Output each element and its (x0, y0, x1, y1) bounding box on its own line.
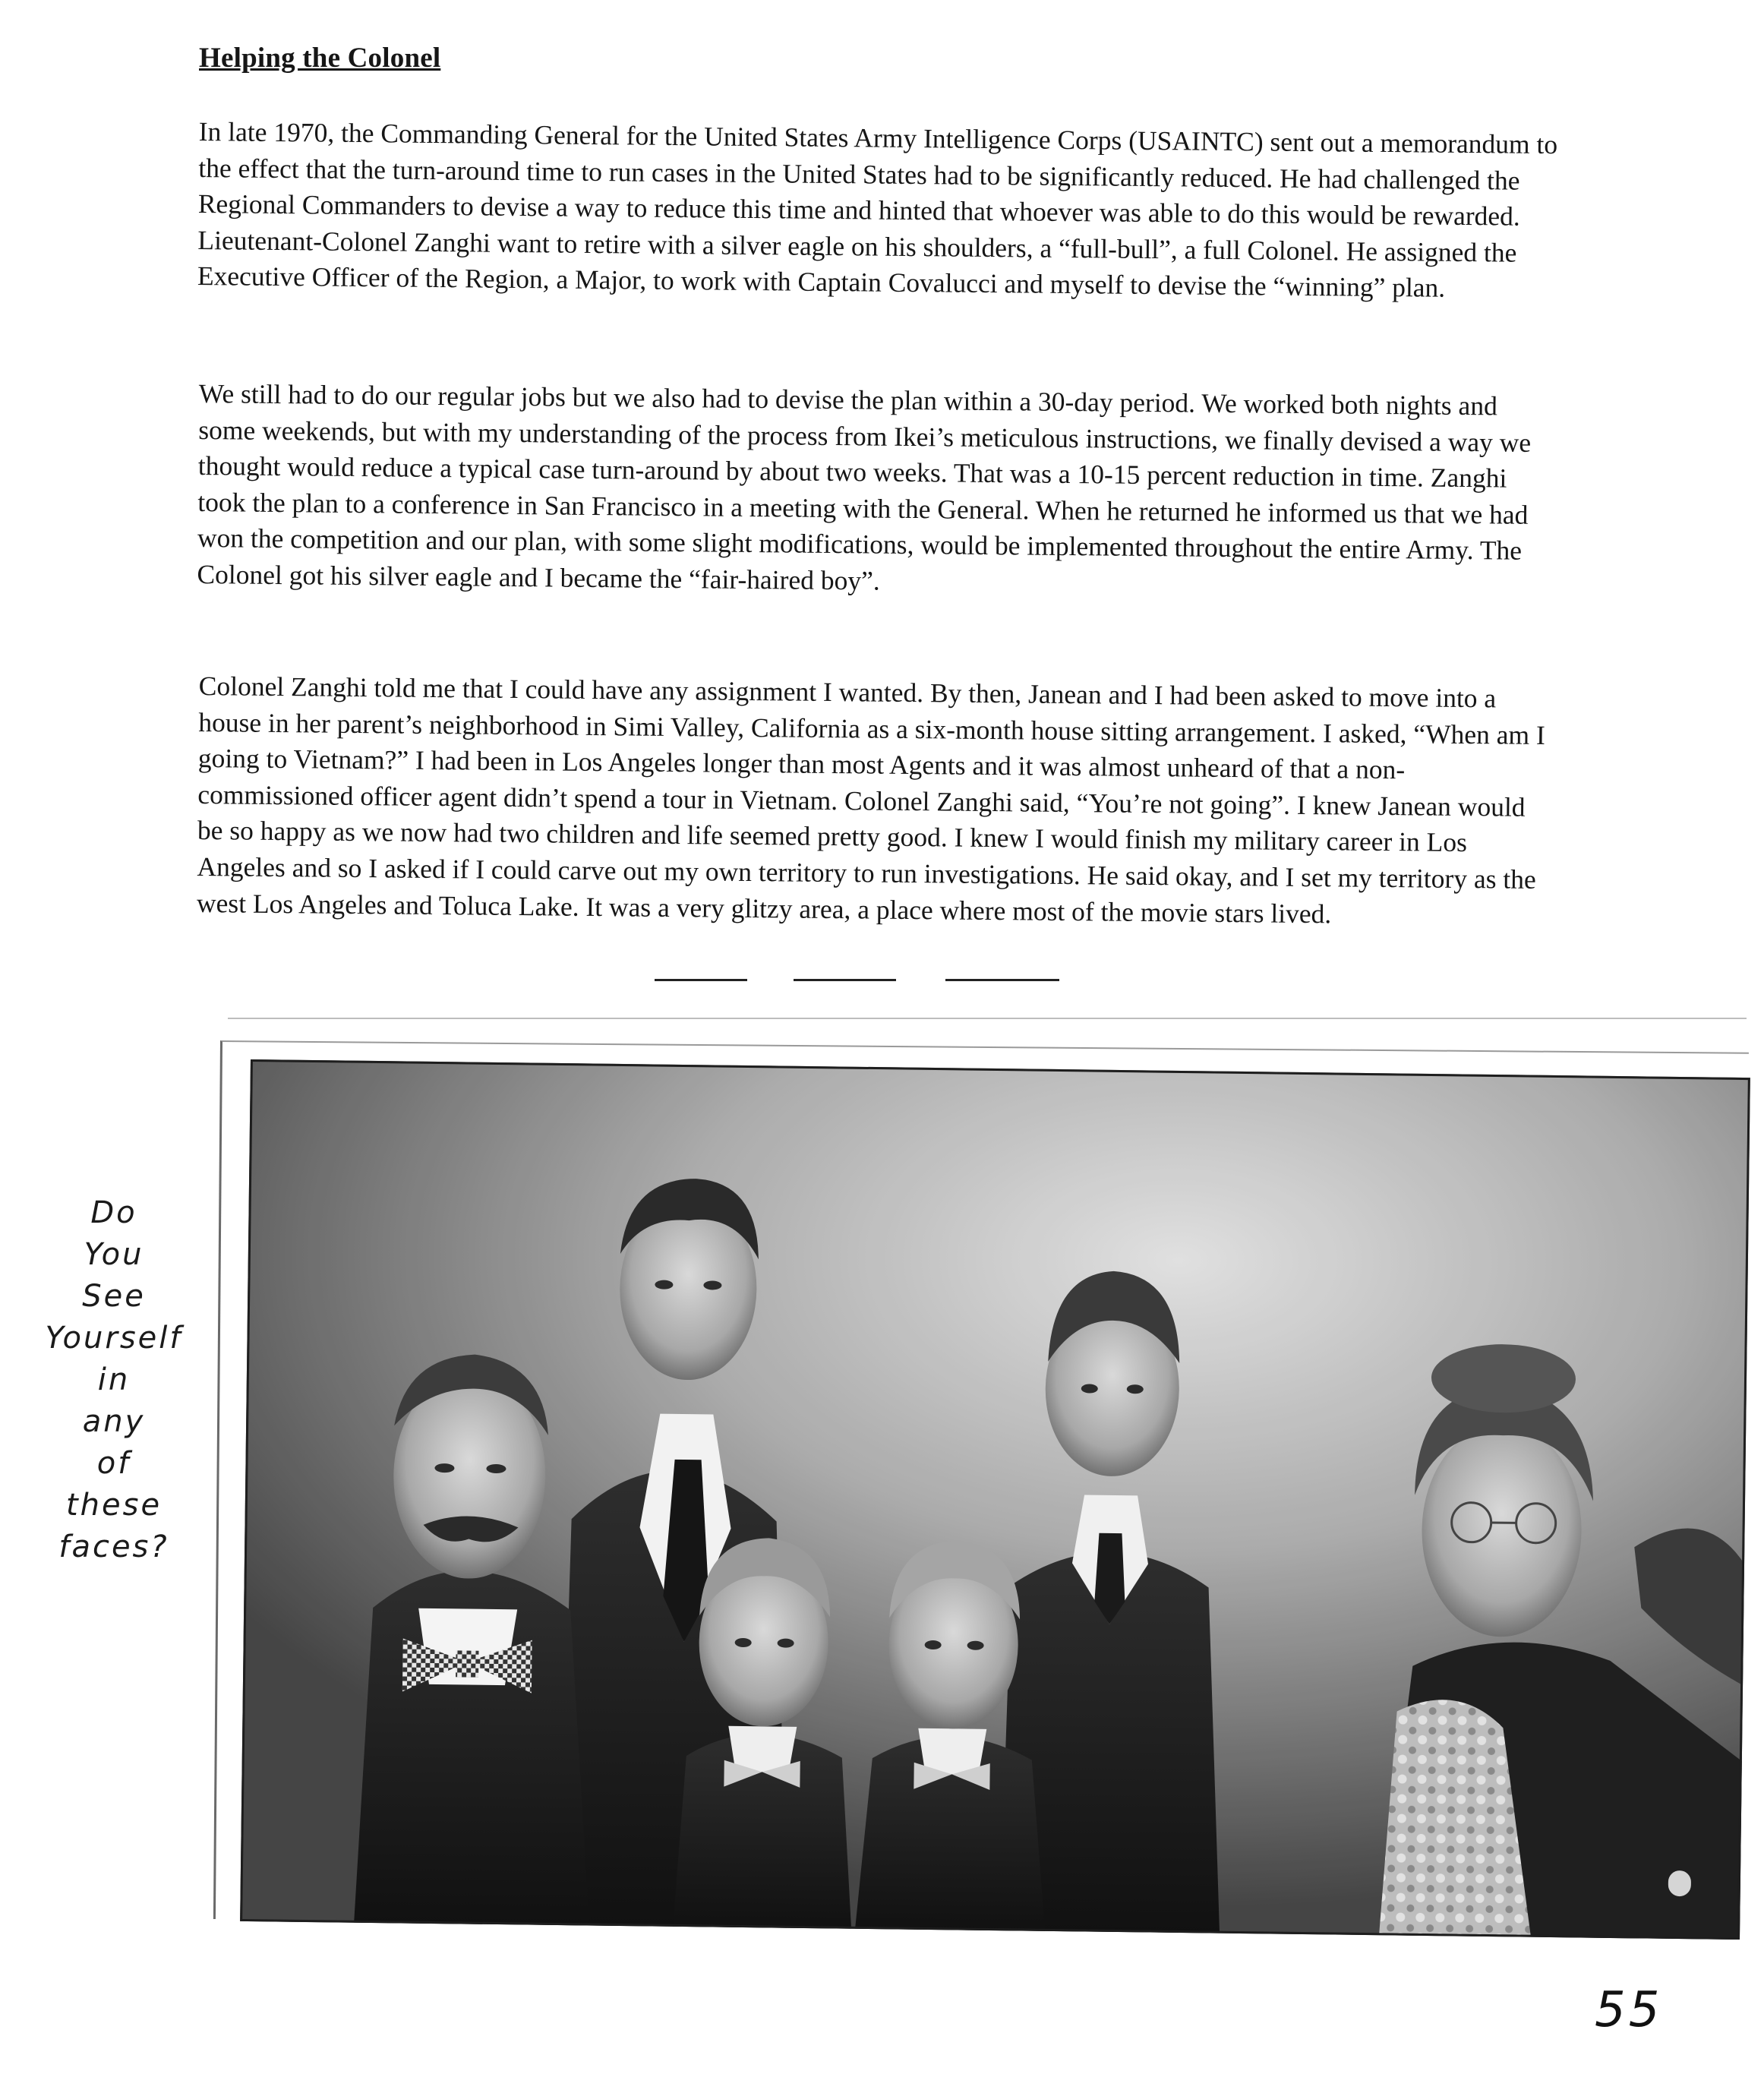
note-line-7: of (96, 1446, 131, 1481)
paragraph-2: We still had to do our regular jobs but we also had to devise the plan within a 30-day period. We worked both nights and some weekends, but with my understanding of the process from Ikei’s meticulous instructions, we finally devised a way we thought would reduce a typical case turn-around by about two weeks. That was a 10-15 percent reduction in time. Zanghi took the plan to a conference in San Francisco in a meeting with the General. When he returned he informed us that we had won the competition and our plan, with some slight modifications, would be implemented throughout the entire Army. The Colonel got his silver eagle and I became the “fair-haired boy”. (197, 377, 1532, 596)
scan-edge-line (228, 1018, 1747, 1019)
paragraph-1: In late 1970, the Commanding General for the United States Army Intelligence Corps (USAINTC) sent out a memorandum to the effect that the turn-around time to run cases in the United States had to be significantly reduced. He had challenged the Regional Commanders to devise a way to reduce this time and hinted that whoever was able to do this would be rewarded. Lieutenant-Colonel Zanghi want to retire with a silver eagle on his shoulders, a “full-bull”, a full Colonel. He assigned the Executive Officer of the Region, a Major, to work with Captain Covalucci and myself to devise the “winning” plan. (197, 115, 1558, 304)
family-portrait-photo (240, 1059, 1750, 1940)
page-number: 55 (1595, 1982, 1663, 2038)
section-divider-2 (794, 979, 896, 981)
note-line-3: See (82, 1279, 146, 1314)
note-line-1: Do (90, 1195, 137, 1230)
note-line-2: You (84, 1237, 144, 1272)
note-line-9: faces? (58, 1529, 169, 1564)
paragraph-3: Colonel Zanghi told me that I could have any assignment I wanted. By then, Janean and I had been asked to move into a house in her parent’s neighborhood in Simi Valley, California as a six-month house sitting arrangement. I asked, “When am I going to Vietnam?” I had been in Los Angeles longer than most Agents and it was almost unheard of that a non-commissioned officer agent didn’t spend a tour in Vietnam. Colonel Zanghi said, “You’re not going”. I knew Janean would be so happy as we now had two children and life seemed pretty good. I knew I would finish my military career in Los Angeles and so I asked if I could carve out my own territory to run investigations. He said okay, and I set my territory as the west Los Angeles and Toluca Lake. It was a very glitzy area, a place where most of the movie stars lived. (196, 670, 1546, 929)
note-line-5: in (97, 1362, 131, 1397)
note-line-6: any (82, 1404, 146, 1439)
note-line-4: Yourself (45, 1321, 183, 1356)
handwritten-margin-note (0, 1192, 228, 1568)
section-divider-1 (655, 979, 747, 981)
section-heading: Helping the Colonel (199, 43, 441, 74)
section-divider-3 (945, 979, 1059, 981)
family-portrait-illustration (240, 1059, 1750, 1940)
note-line-8: these (65, 1488, 163, 1523)
